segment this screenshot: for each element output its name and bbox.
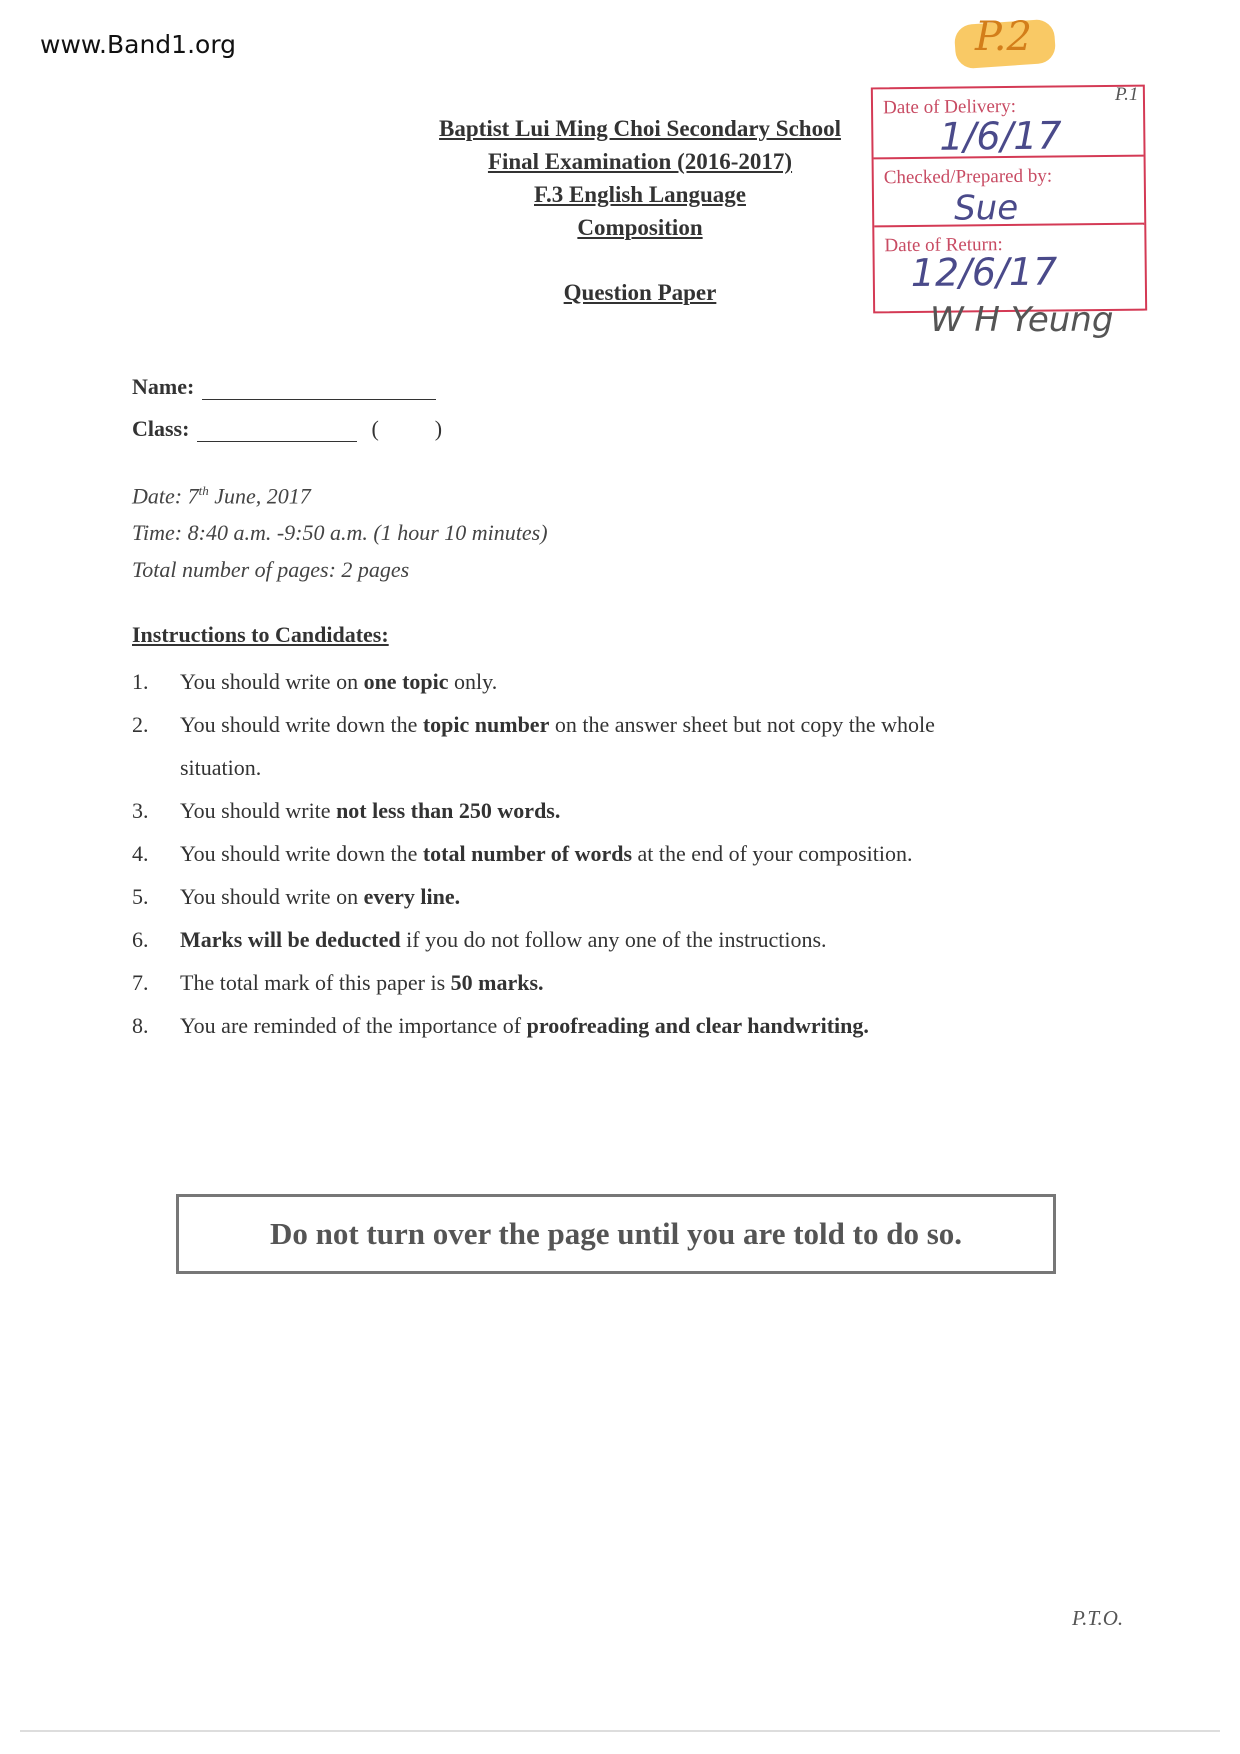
name-field-row: [132, 358, 442, 400]
school-name: Baptist Lui Ming Choi Secondary School: [439, 116, 841, 141]
instruction-item: 6. Marks will be deducted if you do not follow any one of the instructions.: [132, 927, 827, 952]
handwritten-signature: W H Yeung: [930, 300, 1114, 340]
subject-title: F.3 English Language: [534, 182, 746, 207]
exam-date: Date: 7th June, 2017: [132, 483, 311, 509]
watermark-url: www.Band1.org: [40, 30, 237, 59]
delivery-stamp: [871, 85, 1147, 314]
class-input-line[interactable]: [197, 441, 357, 442]
name-label: Name:: [132, 374, 195, 399]
do-not-turn-notice: Do not turn over the page until you are told to do so.: [176, 1194, 1056, 1274]
instruction-item: 2. You should write down the topic number on the answer sheet but not copy the whole: [132, 712, 935, 737]
instruction-item: 5. You should write on every line.: [132, 884, 461, 909]
question-paper-title: Question Paper: [563, 280, 717, 305]
page-marker: P.1: [1115, 84, 1139, 105]
handwritten-page-note: P.2: [975, 14, 1032, 60]
stamp-return-value: 12/6/17: [910, 249, 1058, 296]
class-field-row: [132, 400, 442, 442]
candidate-fields: [132, 358, 442, 442]
instruction-item: 7. The total mark of this paper is 50 marks.: [132, 970, 544, 995]
instructions-list: [132, 660, 1092, 1047]
exam-pages: Total number of pages: 2 pages: [132, 557, 410, 583]
paper-title: Composition: [577, 215, 703, 240]
stamp-delivery-value: 1/6/17: [939, 113, 1062, 159]
exam-header: [400, 112, 880, 244]
instruction-item: 3. You should write not less than 250 words.: [132, 798, 561, 823]
exam-time: Time: 8:40 a.m. -9:50 a.m. (1 hour 10 minutes): [132, 520, 548, 546]
instructions-title: Instructions to Candidates:: [132, 622, 389, 647]
instruction-item: 1. You should write on one topic only.: [132, 669, 498, 694]
instruction-continuation: situation.: [180, 755, 262, 780]
class-number-open: (: [371, 416, 379, 441]
class-label: Class:: [132, 416, 190, 441]
instruction-item: 8. You are reminded of the importance of proofreading and clear handwriting.: [132, 1013, 869, 1038]
exam-details: [132, 472, 548, 588]
stamp-delivery-label: Date of Delivery:: [882, 95, 1017, 119]
exam-title: Final Examination (2016-2017): [487, 149, 793, 174]
stamp-checked-signature: Sue: [953, 187, 1019, 229]
please-turn-over: P.T.O.: [1072, 1606, 1124, 1630]
stamp-return-label: Date of Return:: [884, 234, 1003, 257]
page-bottom-edge: [20, 1730, 1220, 1732]
stamp-checked-label: Checked/Prepared by:: [883, 165, 1053, 189]
name-input-line[interactable]: [202, 399, 436, 400]
instruction-item: 4. You should write down the total number of words at the end of your composition.: [132, 841, 913, 866]
class-number-close: ): [434, 416, 443, 441]
